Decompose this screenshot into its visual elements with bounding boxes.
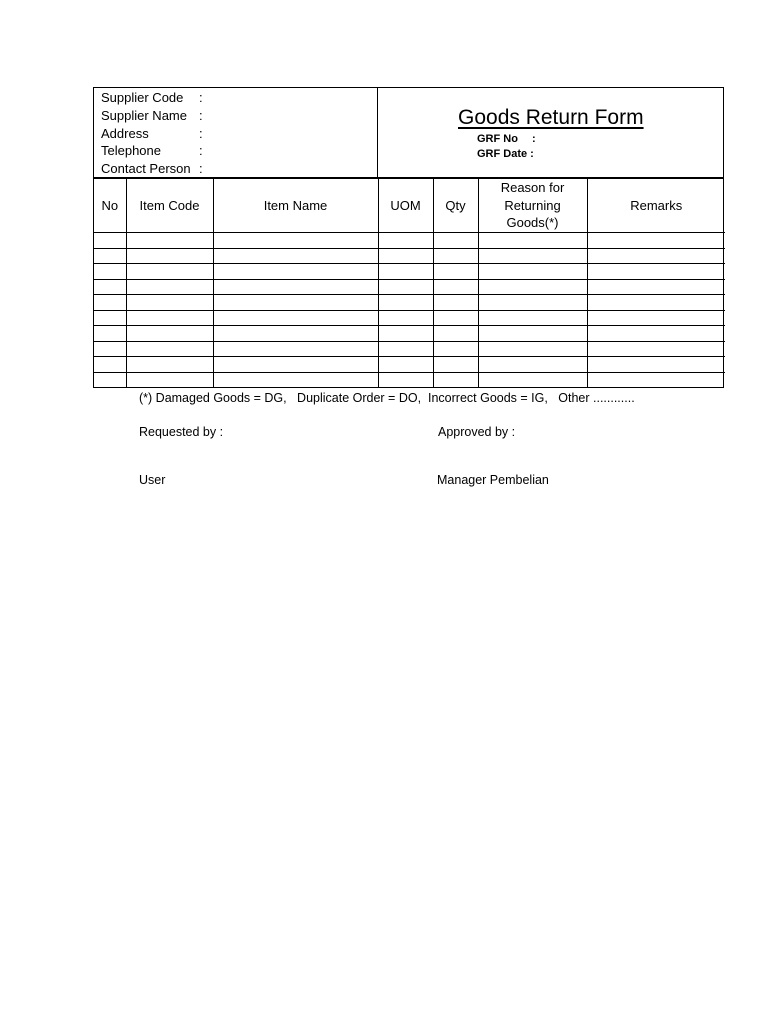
table-cell[interactable] — [94, 264, 126, 280]
supplier-field-row — [101, 125, 377, 143]
table-cell[interactable] — [587, 310, 725, 326]
grf-date-field: GRF Date : — [477, 148, 534, 160]
table-cell[interactable] — [213, 248, 378, 264]
title-block — [378, 88, 723, 177]
requested-by-label: Requested by : — [139, 425, 224, 439]
table-cell[interactable] — [433, 248, 478, 264]
table-cell[interactable] — [433, 279, 478, 295]
table-cell[interactable] — [433, 341, 478, 357]
table-cell[interactable] — [94, 248, 126, 264]
field-colon: : — [199, 143, 203, 159]
table-cell[interactable] — [587, 341, 725, 357]
table-cell[interactable] — [378, 341, 433, 357]
column-header: Item Code — [126, 179, 213, 233]
table-cell[interactable] — [94, 279, 126, 295]
table-cell[interactable] — [94, 372, 126, 387]
table-cell[interactable] — [378, 279, 433, 295]
table-cell[interactable] — [378, 326, 433, 342]
table-cell[interactable] — [587, 248, 725, 264]
table-cell[interactable] — [433, 372, 478, 387]
table-row — [94, 372, 725, 387]
table-cell[interactable] — [378, 295, 433, 311]
field-colon: : — [199, 107, 203, 123]
table-cell[interactable] — [378, 233, 433, 249]
requester-role: User — [139, 473, 166, 487]
table-body — [94, 233, 725, 388]
supplier-field-row — [101, 107, 377, 125]
table-cell[interactable] — [126, 248, 213, 264]
table-cell[interactable] — [126, 233, 213, 249]
table-row — [94, 357, 725, 373]
supplier-field-label: Address — [101, 125, 149, 141]
table-cell[interactable] — [94, 357, 126, 373]
column-header: No — [94, 179, 126, 233]
table-cell[interactable] — [587, 264, 725, 280]
table-cell[interactable] — [126, 279, 213, 295]
table-cell[interactable] — [378, 264, 433, 280]
table-cell[interactable] — [587, 279, 725, 295]
table-cell[interactable] — [126, 295, 213, 311]
supplier-field-row — [101, 89, 377, 107]
table-cell[interactable] — [478, 248, 587, 264]
table-cell[interactable] — [94, 310, 126, 326]
table-cell[interactable] — [213, 372, 378, 387]
reason-codes-note: (*) Damaged Goods = DG, Duplicate Order = DO, Incorrect Goods = IG, Other ............ — [139, 391, 635, 405]
column-header: Item Name — [213, 179, 378, 233]
table-row — [94, 326, 725, 342]
table-cell[interactable] — [433, 264, 478, 280]
table-cell[interactable] — [126, 310, 213, 326]
supplier-field-label: Supplier Name — [101, 107, 187, 123]
table-cell[interactable] — [94, 295, 126, 311]
items-table — [94, 179, 725, 387]
field-colon: : — [199, 125, 203, 141]
table-cell[interactable] — [433, 357, 478, 373]
form-title: Goods Return Form — [458, 106, 644, 129]
table-cell[interactable] — [94, 233, 126, 249]
table-cell[interactable] — [478, 357, 587, 373]
supplier-info-block — [94, 88, 378, 177]
table-cell[interactable] — [126, 341, 213, 357]
table-cell[interactable] — [126, 326, 213, 342]
table-cell[interactable] — [94, 341, 126, 357]
table-cell[interactable] — [213, 279, 378, 295]
table-cell[interactable] — [478, 310, 587, 326]
table-cell[interactable] — [213, 341, 378, 357]
column-header: Reason for Returning Goods(*) — [478, 179, 587, 233]
table-cell[interactable] — [478, 295, 587, 311]
table-cell[interactable] — [378, 248, 433, 264]
table-cell[interactable] — [213, 357, 378, 373]
table-cell[interactable] — [478, 264, 587, 280]
table-cell[interactable] — [433, 326, 478, 342]
form-header — [94, 88, 723, 179]
table-cell[interactable] — [478, 341, 587, 357]
supplier-field-row — [101, 160, 377, 178]
table-cell[interactable] — [213, 233, 378, 249]
table-row — [94, 341, 725, 357]
table-cell[interactable] — [433, 310, 478, 326]
table-cell[interactable] — [378, 310, 433, 326]
table-cell[interactable] — [126, 372, 213, 387]
table-row — [94, 295, 725, 311]
table-cell[interactable] — [126, 357, 213, 373]
column-header: Remarks — [587, 179, 725, 233]
grf-no-label: GRF No — [477, 133, 518, 145]
field-colon: : — [199, 161, 203, 177]
column-header: UOM — [378, 179, 433, 233]
goods-return-form — [93, 87, 724, 388]
table-cell[interactable] — [378, 357, 433, 373]
table-cell[interactable] — [378, 372, 433, 387]
supplier-field-label: Contact Person — [101, 161, 191, 177]
table-cell[interactable] — [587, 233, 725, 249]
approved-by-label: Approved by : — [438, 425, 516, 439]
table-cell[interactable] — [213, 295, 378, 311]
table-cell[interactable] — [478, 233, 587, 249]
table-cell[interactable] — [213, 264, 378, 280]
field-colon: : — [199, 90, 203, 105]
table-cell[interactable] — [478, 372, 587, 387]
approver-role: Manager Pembelian — [437, 473, 549, 487]
table-cell[interactable] — [433, 233, 478, 249]
grf-date-label: GRF Date — [477, 148, 528, 160]
table-cell[interactable] — [587, 326, 725, 342]
table-cell[interactable] — [587, 295, 725, 311]
table-cell[interactable] — [587, 357, 725, 373]
supplier-field-label: Supplier Code — [101, 90, 184, 105]
supplier-field-label: Telephone — [101, 143, 161, 159]
table-row — [94, 310, 725, 326]
table-row — [94, 248, 725, 264]
table-cell[interactable] — [587, 372, 725, 387]
table-row — [94, 264, 725, 280]
table-cell[interactable] — [213, 310, 378, 326]
supplier-field-row — [101, 142, 377, 160]
table-cell[interactable] — [94, 326, 126, 342]
table-cell[interactable] — [478, 279, 587, 295]
table-cell[interactable] — [213, 326, 378, 342]
grf-no-field: GRF No : — [477, 133, 536, 145]
table-header-row — [94, 179, 725, 233]
table-cell[interactable] — [478, 326, 587, 342]
column-header: Qty — [433, 179, 478, 233]
table-row — [94, 233, 725, 249]
table-cell[interactable] — [433, 295, 478, 311]
table-cell[interactable] — [126, 264, 213, 280]
table-row — [94, 279, 725, 295]
